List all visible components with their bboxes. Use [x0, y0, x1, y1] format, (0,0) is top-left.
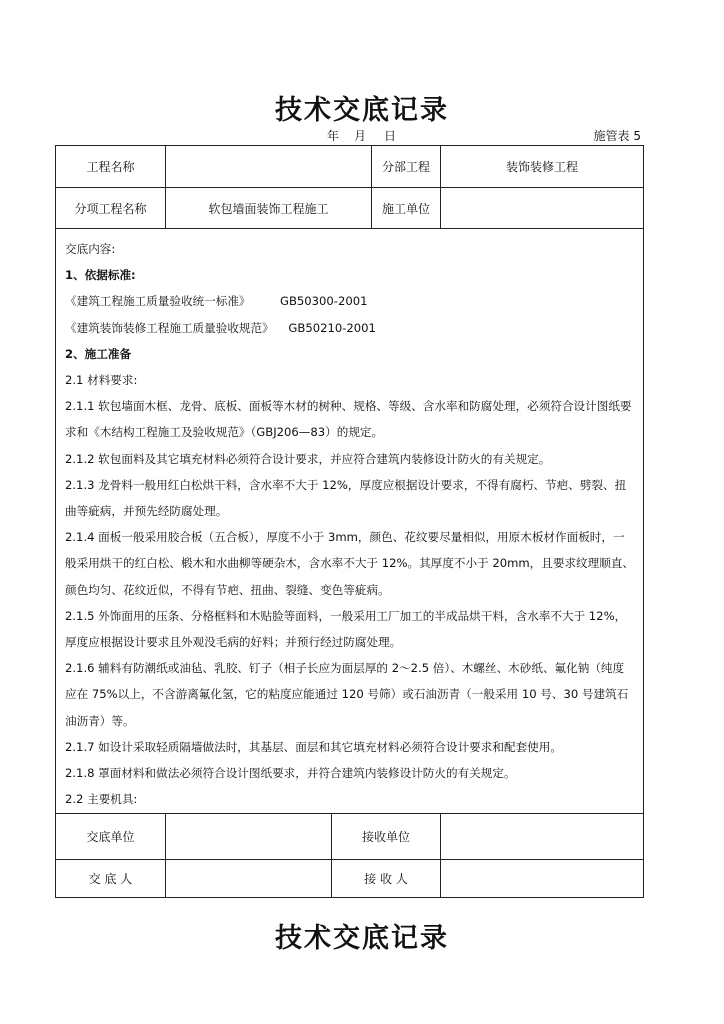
content-line: 2.1.5 外饰面用的压条、分格框料和木贴脸等面料，一般采用工厂加工的半成品烘干料，含水率不大于 12%，厚度应根据设计要求且外观没毛病的好料；并预行经过防腐处理。 [65, 608, 627, 650]
content-line: 2.1 材料要求: [65, 373, 138, 388]
handover-record-table [55, 145, 644, 898]
receiver-label: 接 收 人 [332, 860, 441, 898]
project-name-value [166, 146, 372, 188]
content-line: 《建筑工程施工质量验收统一标准》 GB50300-2001 [65, 294, 368, 309]
handover-unit-label: 交底单位 [56, 814, 166, 860]
receiving-unit-value [441, 814, 644, 860]
subitem-value: 软包墙面装饰工程施工 [166, 188, 372, 229]
handover-content [56, 229, 643, 812]
page-title: 技术交底记录 [275, 95, 449, 126]
construction-unit-label: 施工单位 [372, 188, 441, 229]
handover-unit-value [166, 814, 332, 860]
content-line: 2.1.8 罩面材料和做法必须符合设计图纸要求，并符合建筑内装修设计防火的有关规定。 [65, 766, 516, 781]
handover-content-cell [56, 229, 644, 814]
division-value: 装饰装修工程 [441, 146, 644, 188]
content-line: 2.1.7 如设计采取轻质隔墙做法时，其基层、面层和其它填充材料必须符合设计要求和配套使用。 [65, 739, 562, 754]
construction-unit-value [441, 188, 644, 229]
project-name-label: 工程名称 [56, 146, 166, 188]
receiving-unit-label: 接收单位 [332, 814, 441, 860]
content-line: 2.1.3 龙骨料一般用红白松烘干料，含水率不大于 12%，厚度应根据设计要求，不得有腐朽、节疤、劈裂、扭曲等疵病，并预先经防腐处理。 [65, 477, 627, 519]
section-heading: 1、依据标准: [65, 268, 136, 283]
content-line: 2.2 主要机具: [65, 792, 138, 807]
content-line: 2.1.2 软包面料及其它填充材料必须符合设计要求，并应符合建筑内装修设计防火的有关规定。 [65, 451, 551, 466]
content-line: 《建筑装饰装修工程施工质量验收规范》 GB50210-2001 [65, 320, 376, 335]
division-label: 分部工程 [372, 146, 441, 188]
content-line: 2.1.1 软包墙面木框、龙骨、底板、面板等木材的树种、规格、等级、含水率和防腐处理，必须符合设计图纸要求和《木结构工程施工及验收规范》（GBJ206—83）的规定。 [65, 399, 632, 440]
form-number: 施管表 5 [593, 129, 641, 143]
handover-person-label: 交 底 人 [56, 860, 166, 898]
subitem-label: 分项工程名称 [56, 188, 166, 229]
date-year-label: 年 [327, 129, 340, 143]
content-line: 2.1.4 面板一般采用胶合板（五合板），厚度不小于 3mm，颜色、花纹要尽量相似，用原木板材作面板时，一般采用烘干的红白松、椴木和水曲柳等硬杂木，含水率不大于 12%。其厚度不小于 20mm，且要求纹理顺直、颜色均匀、花纹近似，不得有节疤、扭曲、裂缝、变色等疵病。 [65, 530, 635, 597]
section-heading: 2、施工准备 [65, 346, 132, 361]
content-line: 2.1.6 辅料有防潮纸或油毡、乳胶、钉子（相子长应为面层厚的 2～2.5 倍）、木螺丝、木砂纸、氟化钠（纯度应在 75%以上，不含游离氟化氢，它的粘度应能通过 120 号筛）或石油沥青（一般采用 10 号、30 号建筑石油沥青）等。 [65, 661, 629, 728]
receiver-value [441, 860, 644, 898]
content-line: 交底内容: [65, 242, 116, 256]
date-month-label: 月 [354, 129, 367, 143]
handover-person-value [166, 860, 332, 898]
page-title-repeat: 技术交底记录 [275, 923, 449, 954]
date-day-label: 日 [384, 129, 397, 143]
